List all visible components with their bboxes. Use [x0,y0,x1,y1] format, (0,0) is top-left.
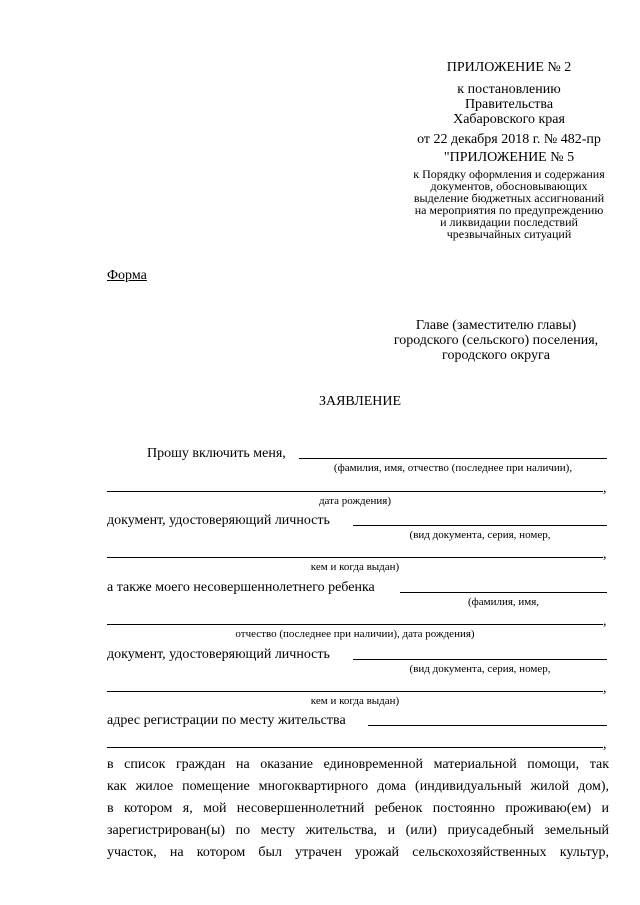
document-title: ЗАЯВЛЕНИЕ [318,394,402,409]
line-comma: , [603,481,607,496]
child-rest-field-line[interactable] [107,624,603,625]
address-continuation-line[interactable] [107,747,603,748]
addressee-block [372,318,620,363]
addressee-line: городского округа [442,348,550,363]
appendix-2-date: от 22 декабря 2018 г. № 482-пр [417,132,601,147]
birth-field-line[interactable] [107,491,603,492]
body-line: как жилое помещение многоквартирного дома (индивидуальный жилой дом), [107,779,609,794]
appendix-2-line: к постановлению [457,82,561,97]
hint-doc2: (вид документа, серия, номер, [409,663,551,675]
appendix-5-block [395,150,623,240]
child-name-field-line[interactable] [400,592,607,593]
body-line: в список граждан на оказание единовременной материальной помощи, так [107,757,609,772]
doc-label: документ, удостоверяющий личность [107,513,330,528]
line-comma: , [603,547,607,562]
line-comma: , [603,614,607,629]
form-label: Форма [107,268,147,283]
child-label: а также моего несовершеннолетнего ребенка [107,580,375,595]
addressee-line: городского (сельского) поселения, [393,333,599,348]
doc-field-line[interactable] [353,525,607,526]
doc-issued-field-line[interactable] [107,557,603,558]
appendix-5-line: чрезвычайных ситуаций [446,227,572,241]
appendix-5-line: документов, обосновывающих [430,179,588,193]
fio-field-line[interactable] [299,458,607,459]
hint-child-name: (фамилия, имя, [467,596,540,608]
request-prefix: Прошу включить меня, [147,446,286,461]
doc2-field-line[interactable] [353,659,607,660]
hint-birth: дата рождения) [318,495,392,507]
doc2-label: документ, удостоверяющий личность [107,647,330,662]
line-comma: , [603,737,607,752]
appendix-2-block [395,60,623,147]
body-line: зарегистрирован(ы) по месту жительства, и (или) приусадебный земельный [107,823,609,838]
hint-issued: кем и когда выдан) [310,561,400,573]
appendix-5-line: выделение бюджетных ассигнований [413,191,605,205]
hint-child-rest: отчество (последнее при наличии), дата рождения) [235,628,475,640]
appendix-5-line: и ликвидации последствий [440,215,578,229]
appendix-5-line: к Порядку оформления и содержания [413,167,605,181]
body-line: участок, на котором был утрачен урожай сельскохозяйственных культур, [107,845,609,860]
body-line: в котором я, мой несовершеннолетний ребенок постоянно проживаю(ем) и [107,801,609,816]
address-label: адрес регистрации по месту жительства [107,713,346,728]
appendix-2-line: Хабаровского края [453,112,565,127]
hint-doc: (вид документа, серия, номер, [409,529,551,541]
line-comma: , [603,681,607,696]
address-field-line[interactable] [368,725,607,726]
doc2-issued-field-line[interactable] [107,691,603,692]
appendix-5-line: на мероприятия по предупреждению [414,203,604,217]
addressee-line: Главе (заместителю главы) [415,318,577,333]
hint-issued2: кем и когда выдан) [310,695,400,707]
hint-fio: (фамилия, имя, отчество (последнее при наличии), [333,462,573,474]
appendix-5-title: "ПРИЛОЖЕНИЕ № 5 [443,150,575,165]
appendix-2-title: ПРИЛОЖЕНИЕ № 2 [446,60,572,75]
appendix-2-line: Правительства [464,97,554,112]
